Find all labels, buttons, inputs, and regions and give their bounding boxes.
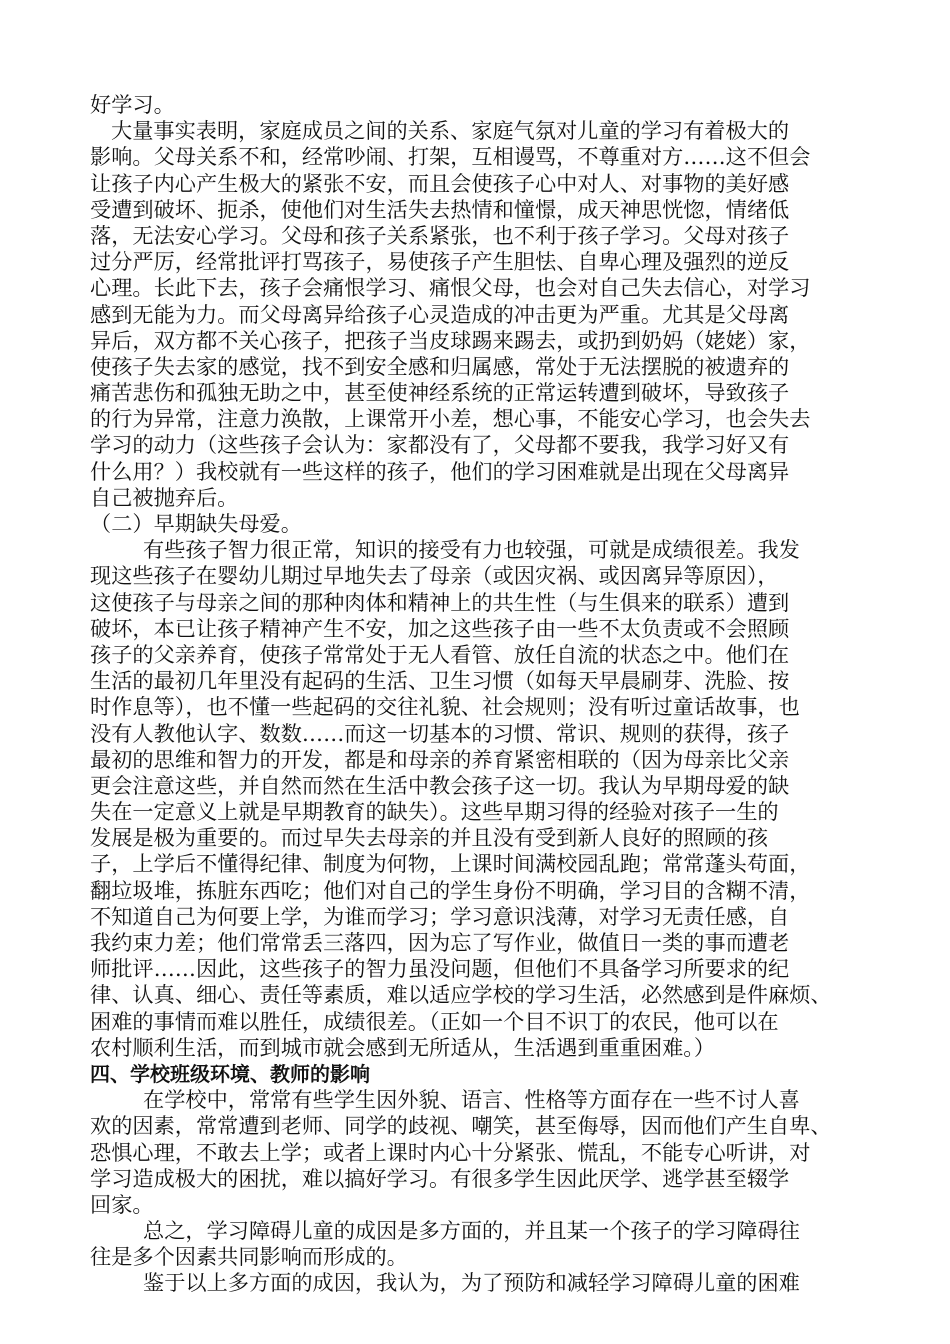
text-line: 生活的最初几年里没有起码的生活、卫生习惯（如每天早晨刷芽、洗脸、按 [90, 668, 790, 694]
text-line: 子，上学后不懂得纪律、制度为何物，上课时间满校园乱跑；常常蓬头苟面， [90, 851, 811, 877]
text-line: 时作息等），也不懂一些起码的交往礼貌、社会规则；没有听过童话故事，也 [90, 694, 800, 720]
text-line: 大量事实表明，家庭成员之间的关系、家庭气氛对儿童的学习有着极大的 [111, 118, 790, 144]
text-line: 发展是极为重要的。而过早失去母亲的并且没有受到新人良好的照顾的孩 [90, 825, 769, 851]
text-line: 在学校中，常常有些学生因外貌、语言、性格等方面存在一些不讨人喜 [143, 1087, 800, 1113]
text-line: 更会注意这些，并自然而然在生活中教会孩子这一切。我认为早期母爱的缺 [90, 772, 790, 798]
paragraph-conclusion [90, 1270, 860, 1296]
text-line: 异后，双方都不关心孩子，把孩子当皮球踢来踢去，或扔到奶妈（姥姥）家， [90, 327, 811, 353]
text-line: 鉴于以上多方面的成因，我认为，为了预防和减轻学习障碍儿童的困难 [143, 1270, 800, 1296]
text-line: 最初的思维和智力的开发，都是和母亲的养育紧密相联的（因为母亲比父亲 [90, 746, 790, 772]
text-line: 翻垃圾堆，拣脏东西吃；他们对自己的学生身份不明确，学习目的含糊不清， [90, 877, 811, 903]
text-line: 律、认真、细心、责任等素质，难以适应学校的学习生活，必然感到是件麻烦、 [90, 982, 832, 1008]
text-line: 这使孩子与母亲之间的那种肉体和精神上的共生性（与生俱来的联系）遭到 [90, 589, 790, 615]
text-line: 回家。 [90, 1191, 154, 1217]
text-line: 影响。父母关系不和，经常吵闹、打架，互相谩骂，不尊重对方……这不但会 [90, 144, 811, 170]
text-line: 失在一定意义上就是早期教育的缺失）。这些早期习得的经验对孩子一生的 [90, 799, 779, 825]
text-line: 没有人教他认字、数数……而这一切基本的习惯、常识、规则的获得，孩子 [90, 720, 790, 746]
text-line: 受遭到破坏、扼杀，使他们对生活失去热情和憧憬，成天神思恍惚，情绪低 [90, 196, 790, 222]
text-line: 农村顺利生活，而到城市就会感到无所适从，生活遇到重重困难。） [90, 1034, 716, 1060]
text-line: 的行为异常，注意力涣散，上课常开小差，想心事，不能安心学习，也会失去 [90, 406, 811, 432]
text-line: 师批评……因此，这些孩子的智力虽没问题，但他们不具备学习所要求的纪 [90, 956, 790, 982]
text-line: 破坏，本已让孩子精神产生不安，加之这些孩子由一些不太负责或不会照顾 [90, 615, 790, 641]
text-line: 自己被抛弃后。 [90, 484, 239, 510]
text-line: 恐惧心理，不敢去上学；或者上课时内心十分紧张、慌乱，不能专心听讲，对 [90, 1139, 811, 1165]
subheading-early-maternal-loss: （二）早期缺失母爱。 [90, 511, 302, 536]
text-line: 现这些孩子在婴幼儿期过早地失去了母亲（或因灾祸、或因离异等原因）， [90, 563, 779, 589]
text-line: 过分严厉，经常批评打骂孩子，易使孩子产生胆怯、自卑心理及强烈的逆反 [90, 249, 790, 275]
text-line: 不知道自己为何要上学，为谁而学习；学习意识浅薄，对学习无责任感，自 [90, 903, 790, 929]
paragraph-maternal-loss [90, 537, 860, 1061]
text-line: 让孩子内心产生极大的紧张不安，而且会使孩子心中对人、对事物的美好感 [90, 170, 790, 196]
document-page [90, 92, 860, 1297]
text-line: 落，无法安心学习。父母和孩子关系紧张，也不利于孩子学习。父母对孩子 [90, 222, 790, 248]
text-line: 总之，学习障碍儿童的成因是多方面的，并且某一个孩子的学习障碍往 [143, 1218, 800, 1244]
text-line: 困难的事情而难以胜任，成绩很差。（正如一个目不识丁的农民，他可以在 [90, 1008, 779, 1034]
text-line: 使孩子失去家的感觉，找不到安全感和归属感，常处于无法摆脱的被遗弃的 [90, 353, 790, 379]
section-heading-school-environment: 四、学校班级环境、教师的影响 [90, 1061, 370, 1086]
text-line: 学习造成极大的困扰，难以搞好学习。有很多学生因此厌学、逃学甚至辍学 [90, 1165, 790, 1191]
text-line: 心理。长此下去，孩子会痛恨学习、痛恨父母，也会对自己失去信心，对学习 [90, 275, 811, 301]
paragraph-family-relations [90, 118, 860, 511]
text-line: 有些孩子智力很正常，知识的接受有力也较强，可就是成绩很差。我发 [143, 537, 800, 563]
text-line: 什么用？）我校就有一些这样的孩子，他们的学习困难就是出现在父母离异 [90, 458, 790, 484]
text-line: 往是多个因素共同影响而形成的。 [90, 1244, 408, 1270]
paragraph-summary [90, 1218, 860, 1270]
paragraph-school-discrimination [90, 1087, 860, 1218]
text-line: 学习的动力（这些孩子会认为：家都没有了，父母都不要我，我学习好又有 [90, 432, 790, 458]
text-line: 感到无能为力。而父母离异给孩子心灵造成的冲击更为严重。尤其是父母离 [90, 301, 790, 327]
text-line: 欢的因素，常常遭到老师、同学的歧视、嘲笑，甚至侮辱，因而他们产生自卑、 [90, 1113, 832, 1139]
text-line: 我约束力差；他们常常丢三落四，因为忘了写作业，做值日一类的事而遭老 [90, 930, 790, 955]
text-line: 痛苦悲伤和孤独无助之中，甚至使神经系统的正常运转遭到破坏，导致孩子 [90, 380, 790, 406]
text-line: 孩子的父亲养育，使孩子常常处于无人看管、放任自流的状态之中。他们在 [90, 641, 790, 667]
paragraph-continuation: 好学习。 [90, 92, 175, 117]
